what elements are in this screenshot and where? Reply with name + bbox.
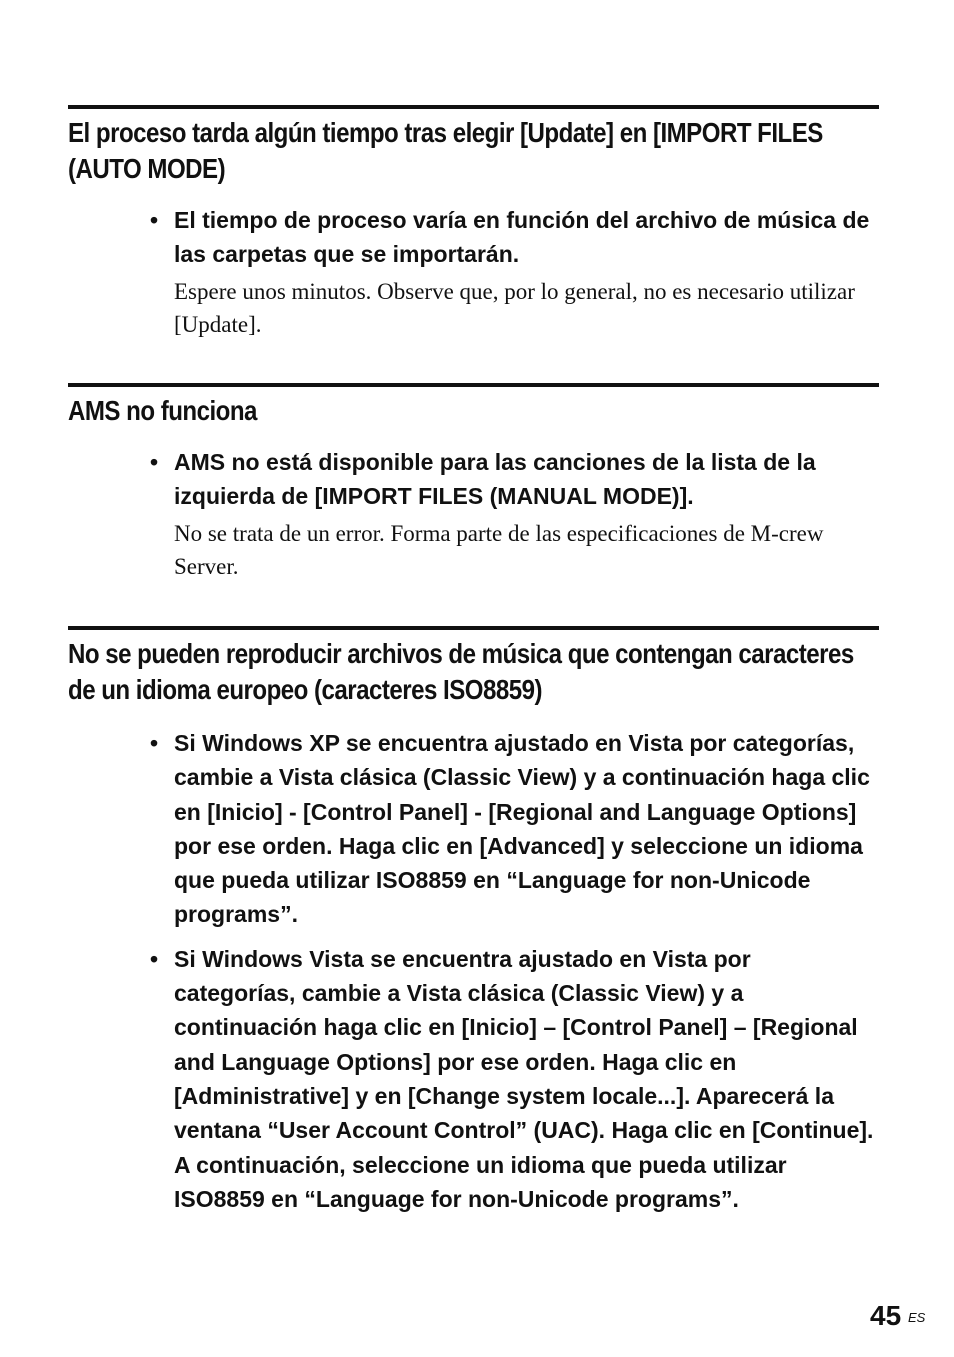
list-item xyxy=(150,726,874,932)
bullet: • xyxy=(150,207,159,233)
item-condition: AMS no está disponible para las canciones de la lista de la izquierda de [IMPORT FILES (MANUAL MODE)]. xyxy=(174,449,816,510)
section-import-auto xyxy=(68,105,879,341)
section-rule xyxy=(68,626,879,630)
item-condition: Si Windows Vista se encuentra ajustado en Vista por categorías, cambie a Vista clásica (Classic View) y a continuación haga clic en [Inicio] – [Control Panel] – [Regional and Language Options] por ese orden. Haga clic en [Administrative] y en [Change system locale...]. Aparecerá la ventana “User Account Control” (UAC). Haga clic en [Continue]. A continuación, seleccione un idioma que pueda utilizar ISO8859 en “Language for non-Unicode programs”. xyxy=(174,945,874,1212)
list-item xyxy=(150,203,874,341)
page-number: 45 xyxy=(870,1300,902,1331)
item-explanation: No se trata de un error. Forma parte de las especificaciones de M-crew Server. xyxy=(174,520,824,579)
item-condition: Si Windows XP se encuentra ajustado en Vista por categorías, cambie a Vista clásica (Classic View) y a continuación haga clic en [Inicio] - [Control Panel] - [Regional and Language Options] por ese orden. Haga clic en [Advanced] y seleccione un idioma que pueda utilizar ISO8859 en “Language for non-Unicode programs”. xyxy=(174,730,870,928)
list-item xyxy=(150,445,874,583)
section-rule xyxy=(68,105,879,109)
item-condition: El tiempo de proceso varía en función del archivo de música de las carpetas que se importarán. xyxy=(174,207,870,268)
section-iso8859 xyxy=(68,626,879,1216)
bullet: • xyxy=(150,730,159,756)
bullet: • xyxy=(150,945,159,972)
section-heading: El proceso tarda algún tiempo tras elegir [Update] en [IMPORT FILES (AUTO MODE) xyxy=(68,117,823,184)
section-ams xyxy=(68,383,879,583)
bullet: • xyxy=(150,449,159,475)
section-rule xyxy=(68,383,879,387)
item-explanation: Espere unos minutos. Observe que, por lo general, no es necesario utilizar [Update]. xyxy=(174,278,855,337)
list-item xyxy=(150,942,874,1216)
section-heading: No se pueden reproducir archivos de música que contengan caracteres de un idioma europeo (caracteres ISO8859) xyxy=(68,638,854,705)
page-language-suffix: ES xyxy=(908,1310,926,1325)
section-heading: AMS no funciona xyxy=(68,395,257,426)
